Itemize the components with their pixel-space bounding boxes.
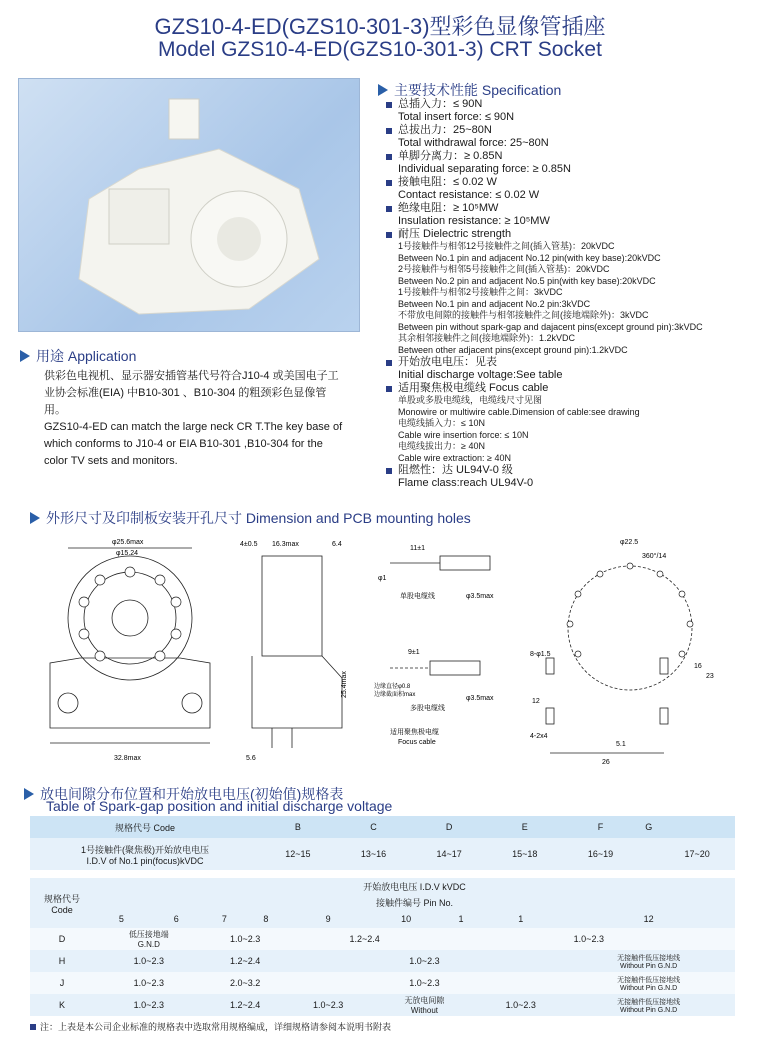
front-view-drawing xyxy=(30,528,230,768)
cable-single: 单股电缆线 xyxy=(400,593,435,600)
use-heading: 用途 Application xyxy=(20,346,136,366)
cable-d35a: φ3.5max xyxy=(466,593,494,600)
dim-heading: 外形尺寸及印制板安装开孔尺寸 Dimension and PCB mounting holes xyxy=(30,508,471,528)
spark-gap-table: 规格代号 Code B C D E F G 1号接触件(聚焦极)开始放电电压 I.D.V of No.1 pin(focus)kVDC 12~15 13~16 14~17 15~18 16~19 17~20 xyxy=(30,816,735,870)
spec-heading: 主要技术性能 Specification xyxy=(378,80,561,100)
pcb-n12: 12 xyxy=(532,698,540,705)
cable-vert1: 边缘直径φ0.8 xyxy=(374,684,411,690)
footnote: 注：上表是本公司企业标准的规格表中选取常用规格编成，详细规格请参阅本说明书附表 xyxy=(30,1020,391,1033)
cable-d35b: φ3.5max xyxy=(466,695,494,702)
dim-d163: 16.3max xyxy=(272,541,299,548)
pcb-deg: 360°/14 xyxy=(642,553,667,560)
dim-d1524: φ15.24 xyxy=(116,550,139,557)
title-cn: GZS10-4-ED(GZS10-301-3)型彩色显像管插座 xyxy=(154,14,606,39)
table1-heading-cn: 放电间隙分布位置和开始放电电压(初始值)规格表 xyxy=(24,784,343,804)
cable-vert2: 边缘截面积max xyxy=(374,692,416,698)
pcb-n26: 26 xyxy=(602,759,610,766)
product-photo xyxy=(18,78,360,332)
pcb-n16: 16 xyxy=(694,663,702,670)
cable-focus-en: Focus cable xyxy=(398,739,436,746)
pcb-h42: 4-2x4 xyxy=(530,733,548,740)
dim-w328: 32.8max xyxy=(114,755,141,762)
pcb-n51: 5.1 xyxy=(616,741,626,748)
cable-focus-cn: 适用聚焦极电缆 xyxy=(390,729,439,736)
pcb-h8: 8-φ1.5 xyxy=(530,651,551,658)
dim-d256: φ25.6max xyxy=(112,539,144,546)
pcb-d225: φ22.5 xyxy=(620,539,639,546)
dim-d64: 6.4 xyxy=(332,541,342,548)
dielectric-list: 1号接触件与相邻12号接触件之间(插入管基)：20kVDC Between No.1 pin and adjacent No.12 pin(with key base):20kVDC 2号接触件与相邻5号接触件之间(插入管基)：20kVDC Between No.2 pin and adjacent No.5 pin(with key base):20kVDC 1号接触件与相邻2号接触件之间：3kVDC Between No.1 pin and adjacent No.2 pin:3kVDC 不带放电间隙的接触件与相邻接触件之间(接地端除外)：3kVDC Between pin without spark-gap and dajacent pins(except ground pin):3kVDC 其余相邻接触件之间(接地端除外)：1.2kVDC Between other adjacent pins(except ground pin):1.2kVDC xyxy=(398,241,703,355)
dim-h254: 25.4max xyxy=(341,671,348,698)
table1-heading-en: Table of Spark-gap position and initial discharge voltage xyxy=(46,798,393,814)
cable-c9: 9±1 xyxy=(408,649,420,656)
title-en: Model GZS10-4-ED(GZS10-301-3) CRT Socket xyxy=(158,38,602,61)
pin-table: 规格代号 Code 开始放电电压 I.D.V kVDC 接触件编号 Pin No. 5 6 7 8 9 10 1 1 12 D 低压接地端 G.N.D 1.0~2.3 1.2~2.4 1.0~2.3 H 1.0~2.3 1.2~2.4 1.0~2.3 无接触件低压接地线 Without Pin G.N.D J 1.0~2.3 2.0~3.2 1.0~2.3 无接触件低压接地线 Without Pin G.N.D K 1.0~2.3 1.2~2.4 1.0~2.3 无放电间隙 Without 1.0~2.3 无接触件低压接地线 Without Pin G.N.D xyxy=(30,878,735,1016)
dim-d56: 5.6 xyxy=(246,755,256,762)
cable-d1: φ1 xyxy=(378,575,387,582)
dim-d4: 4±0.5 xyxy=(240,541,258,548)
cable-c11: 11±1 xyxy=(410,545,426,552)
cable-drawing xyxy=(370,528,520,768)
pcb-holes-drawing xyxy=(530,528,730,768)
cable-multi: 多股电缆线 xyxy=(410,705,445,712)
use-text: 供彩色电视机、显示器安插管基代号符合J10-4 或美国电子工业协会标准(EIA) 中B10-301 、B10-304 的粗颈彩色显像管用。 GZS10-4-ED can match the large neck CR T.The key base of which conforms to J10-4 or EIA B10-301 ,B10-304 for the color TV sets and monitors. xyxy=(44,370,343,467)
spec-list: 总插入力：≤ 90N Total insert force: ≤ 90N 总拔出力：25~80N Total withdrawal force: 25~80N 单脚分离力：≥ 0.85N Individual separating force: ≥ 0.85N 接触电阻：≤ 0.02 W Contact resistance: ≤ 0.02 W 绝缘电阻：≥ 10⁵MW Insulation resistance: ≥ 10⁵MW 耐压 Dielectric strength 1号接触件与相邻12号接触件之间(插入管基)：20kVDC Between No.1 pin and adjacent No.12 pin(with key base):20kVDC 2号接触件与相邻5号接触件之间(插入管基)：20kVDC Between No.2 pin and adjacent No.5 pin(with key base):20kVDC 1号接触件与相邻2号接触件之间：3kVDC Between No.1 pin and adjacent No.2 pin:3kVDC 不带放电间隙的接触件与相邻接触件之间(接地端除外)：3kVDC Between pin without spark-gap and dajacent pins(except ground pin):3kVDC 其余相邻接触件之间(接地端除外)：1.2kVDC Between other adjacent pins(except ground pin):1.2kVDC 开始放电电压：见表 Initial discharge voltage:See table 适用聚焦极电缆线 Focus cable 单股或多股电缆线，电缆线尺寸见图 Monowire or multiwire cable.Dimension of cable:see drawing 电缆线插入力：≤ 10N Cable wire insertion force: ≤ 10N 电缆线拔出力：≥ 40N Cable wire extraction: ≥ 40N 阻燃性：达 UL94V-0 级 Flame class:reach UL94V-0 xyxy=(386,98,746,490)
side-view-drawing xyxy=(232,528,362,768)
pcb-n23: 23 xyxy=(706,673,714,680)
